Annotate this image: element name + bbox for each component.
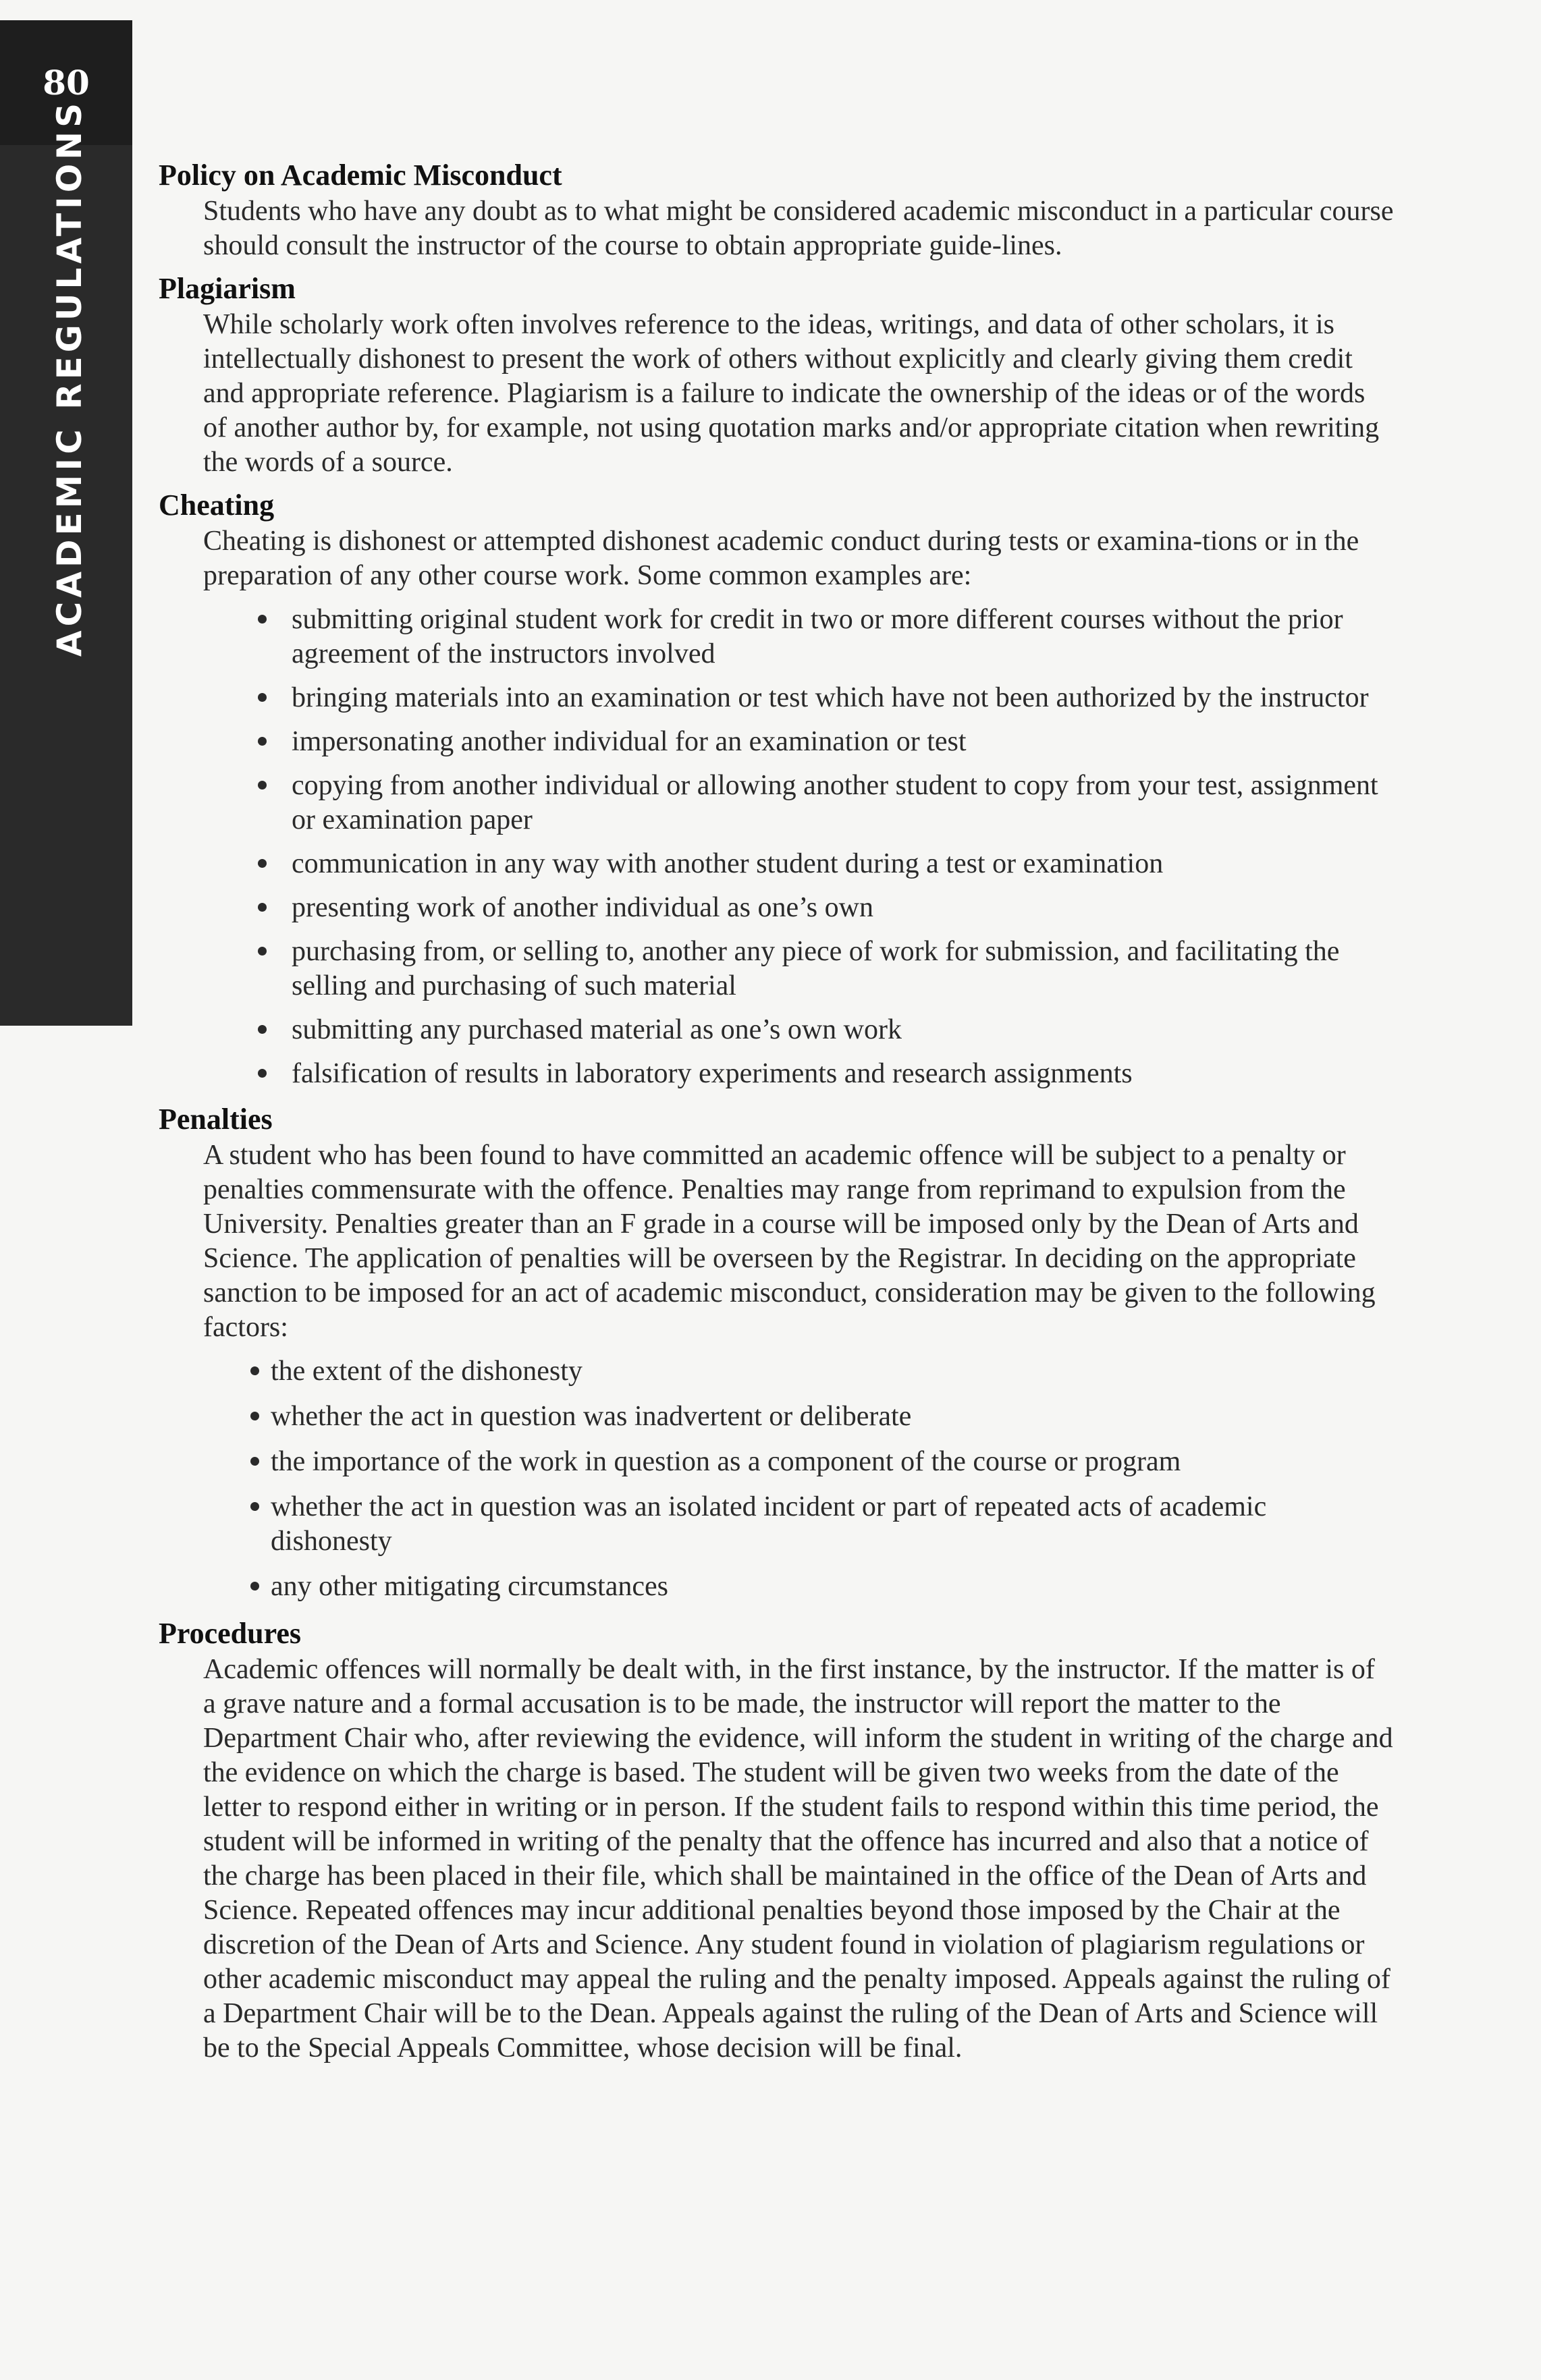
section-heading: Penalties xyxy=(159,1103,273,1136)
list-item xyxy=(250,891,1394,925)
list-item xyxy=(250,1570,1394,1604)
section-paragraph: Academic offences will normally be dealt with, in the first instance, by the instructor. If the matter is of a grave nature and a formal accusation is to be made, the instructor will report the matter to the Department Chair who, after reviewing the evidence, will inform the student in writing of the charge and the evidence on which the charge is based. The student will be given two weeks from the date of the letter to respond either in writing or in person. If the student fails to respond within this time period, the student will be informed in writing of the penalty that the offence has incurred and also that a notice of the charge has been placed in their file, which shall be maintained in the office of the Dean of Arts and Science. Repeated offences may incur additional penalties beyond those imposed by the Chair at the discretion of the Dean of Arts and Science. Any student found in violation of plagiarism regulations or other academic misconduct may appeal the ruling and the penalty imposed. Appeals against the ruling of a Department Chair will be to the Dean. Appeals against the ruling of the Dean of Arts and Science will be to the Special Appeals Committee, whose decision will be final. xyxy=(203,1654,1393,2064)
section-plagiarism xyxy=(159,270,1394,480)
bullet-icon xyxy=(250,1457,259,1466)
list-item-text: communication in any way with another student during a test or examination xyxy=(292,848,1164,879)
list-item-text: impersonating another individual for an examination or test xyxy=(292,726,967,757)
list-item xyxy=(250,1400,1394,1434)
section-heading: Plagiarism xyxy=(159,272,296,305)
page-number: 80 xyxy=(0,20,132,145)
section-penalties xyxy=(159,1101,1394,1604)
list-item xyxy=(250,1057,1394,1091)
section-paragraph: A student who has been found to have committed an academic offence will be subject to a penalty or penalties commensurate with the offence. Penalties may range from reprimand to expulsion from the University. Penalties greater than an F grade in a course will be imposed only by the Dean of Arts and Science. The application of penalties will be overseen by the Registrar. In deciding on the appropriate sanction to be imposed for an act of academic misconduct, consideration may be given to the following factors: xyxy=(203,1140,1376,1343)
section-heading: Procedures xyxy=(159,1617,301,1650)
section-misconduct xyxy=(159,157,1394,263)
section-procedures xyxy=(159,1615,1394,2066)
bullet-icon xyxy=(258,781,267,790)
list-item-text: the importance of the work in question as a component of the course or program xyxy=(271,1446,1181,1477)
bullet-icon xyxy=(258,947,267,956)
list-item-text: any other mitigating circumstances xyxy=(271,1571,668,1602)
bullet-icon xyxy=(258,1069,267,1078)
list-item-text: falsification of results in laboratory experiments and research assignments xyxy=(292,1058,1133,1089)
cheating-examples-list xyxy=(159,603,1394,1091)
list-item xyxy=(250,769,1394,837)
list-item-text: the extent of the dishonesty xyxy=(271,1356,583,1387)
bullet-icon xyxy=(258,615,267,624)
bullet-icon xyxy=(258,859,267,868)
list-item-text: submitting any purchased material as one’s own work xyxy=(292,1014,902,1045)
document-body xyxy=(159,157,1394,2072)
list-item-text: presenting work of another individual as one’s own xyxy=(292,892,873,923)
list-item xyxy=(250,603,1394,671)
bullet-icon xyxy=(250,1582,259,1590)
bullet-icon xyxy=(250,1502,259,1511)
bullet-icon xyxy=(250,1366,259,1375)
bullet-icon xyxy=(258,903,267,912)
bullet-icon xyxy=(258,693,267,702)
section-paragraph: Cheating is dishonest or attempted dishonest academic conduct during tests or examina-tions or in the preparation of any other course work. Some common examples are: xyxy=(203,526,1359,591)
section-tab-label: ACADEMIC REGULATIONS xyxy=(50,99,89,657)
section-paragraph: While scholarly work often involves reference to the ideas, writings, and data of other scholars, it is intellectually dishonest to present the work of others without explicitly and clearly giving them credit and appropriate reference. Plagiarism is a failure to indicate the ownership of the ideas or of the words of another author by, for example, not using quotation marks and/or appropriate citation when rewriting the words of a source. xyxy=(203,309,1380,478)
list-item xyxy=(250,1013,1394,1047)
list-item xyxy=(250,725,1394,759)
list-item xyxy=(250,1354,1394,1389)
list-item xyxy=(250,935,1394,1003)
bullet-icon xyxy=(258,1025,267,1034)
bullet-icon xyxy=(258,737,267,746)
section-paragraph: Students who have any doubt as to what might be considered academic misconduct in a particular course should consult the instructor of the course to obtain appropriate guide-lines. xyxy=(203,196,1394,261)
section-heading: Cheating xyxy=(159,489,275,522)
bullet-icon xyxy=(250,1412,259,1420)
list-item-text: whether the act in question was inadvertent or deliberate xyxy=(271,1401,912,1432)
penalty-factors-list xyxy=(159,1354,1394,1604)
list-item xyxy=(250,1490,1394,1559)
list-item-text: copying from another individual or allowing another student to copy from your test, assignment or examination paper xyxy=(292,770,1378,835)
section-cheating xyxy=(159,487,1394,1091)
list-item xyxy=(250,847,1394,881)
list-item-text: whether the act in question was an isolated incident or part of repeated acts of academic dishonesty xyxy=(271,1491,1267,1557)
list-item-text: purchasing from, or selling to, another any piece of work for submission, and facilitating the selling and purchasing of such material xyxy=(292,936,1340,1001)
list-item xyxy=(250,681,1394,715)
list-item-text: bringing materials into an examination or test which have not been authorized by the instructor xyxy=(292,682,1369,713)
list-item-text: submitting original student work for credit in two or more different courses without the prior agreement of the instructors involved xyxy=(292,604,1343,669)
list-item xyxy=(250,1445,1394,1479)
section-heading: Policy on Academic Misconduct xyxy=(159,159,562,192)
